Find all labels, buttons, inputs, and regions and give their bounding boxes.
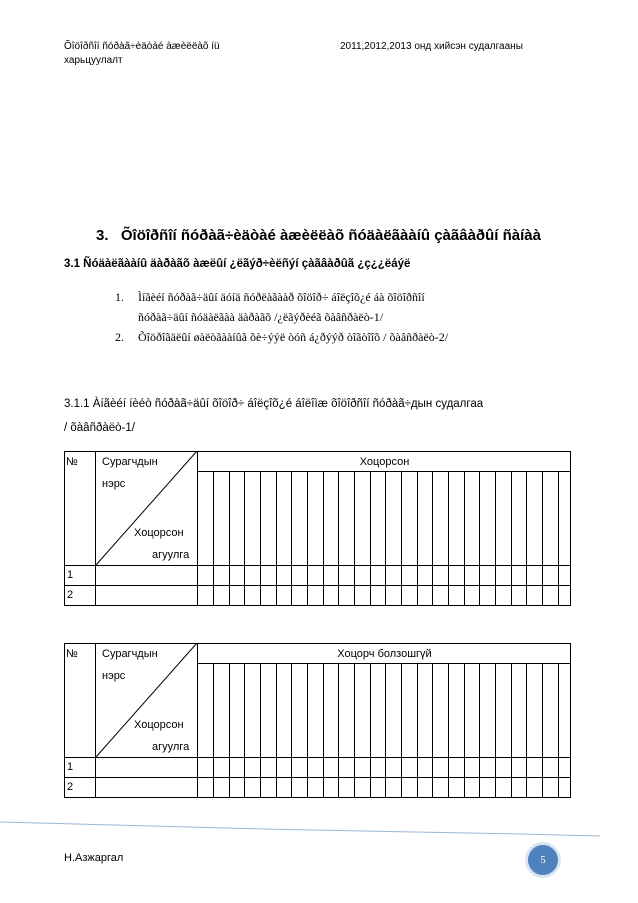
list-item-number: 2. — [115, 330, 124, 344]
diag-bottom-label2: агуулга — [152, 549, 190, 561]
list-item-line2: ñóðàã÷äûí ñóäàëãàà äàðàãõ /¿ëãýðèéã õàâñðàëò-1/ — [138, 310, 384, 324]
table-row-number: 2 — [67, 781, 74, 793]
table-row-number: 2 — [67, 589, 74, 601]
section-title-text: Õîöîðñîí ñóðàã÷èäòàé àæèëëàõ ñóäàëãààíû çàãâàðûí ñàíàà — [120, 227, 541, 244]
diag-top-label2: нэрс — [102, 478, 126, 490]
diag-bottom-label2: агуулга — [152, 741, 190, 753]
diag-bottom-label: Хоцорсон — [134, 527, 184, 539]
section-title — [96, 227, 541, 244]
list-item-continuation — [115, 310, 565, 330]
table-row-number: 1 — [67, 569, 74, 581]
header-left — [64, 40, 220, 68]
list-item-line1: Ìíãèéí ñóðàã÷äûí äóíä ñóðëàãààð õîöîð÷ áîëçîõ¿é áà õîöîðñîí — [138, 290, 425, 304]
table-row-number: 1 — [67, 761, 74, 773]
subsection-title: 3.1 Ñóäàëãààíû äàðàãõ àæëûí ¿ëãýð÷èëñýí çàãâàðûã ¿ç¿¿ëáýë — [64, 258, 411, 270]
paragraph — [64, 392, 564, 440]
footer-author: Н.Азжаргал — [64, 852, 124, 864]
table-no-label: № — [66, 456, 78, 468]
diag-bottom-label: Хоцорсон — [134, 719, 184, 731]
diag-top-label2: нэрс — [102, 670, 126, 682]
section-number: 3. — [96, 227, 109, 244]
table-no-label: № — [66, 648, 78, 660]
diag-top-label: Сурагчдын — [102, 648, 158, 660]
paragraph-line2: / õàâñðàëò-1/ — [64, 422, 135, 434]
header-right: 2011,2012,2013 онд хийсэн судалгааны — [340, 41, 523, 52]
list-item-number: 1. — [115, 290, 124, 304]
table-lagging — [64, 451, 571, 606]
paragraph-line1: 3.1.1 Àíãèéí íèéò ñóðàã÷äûí õîöîð÷ áîëçîõ¿é áîëîìæ õîöîðñîí ñóðàã÷дын судалгаа — [64, 398, 484, 410]
table-header: Хоцорсон — [359, 456, 410, 468]
page-number: 5 — [540, 854, 546, 866]
list-item-line1: Õîöðîãäëûí øàëòãààíûã õè÷ýýë òóñ á¿ðýýð òîãòîîõ / õàâñðàëò-2/ — [138, 330, 449, 344]
list-item — [115, 290, 565, 310]
header-left-line2: харьцуулалт — [64, 55, 123, 66]
page-number-badge — [528, 845, 558, 875]
numbered-list — [115, 290, 565, 350]
table-at-risk — [64, 643, 571, 798]
list-item — [115, 330, 565, 350]
table-header: Хоцорч болзошгүй — [337, 648, 432, 660]
diag-top-label: Сурагчдын — [102, 456, 158, 468]
header-left-line1: Õîöîðñîí ñóðàã÷èäòàé àæèëëàõ íü — [64, 41, 220, 52]
